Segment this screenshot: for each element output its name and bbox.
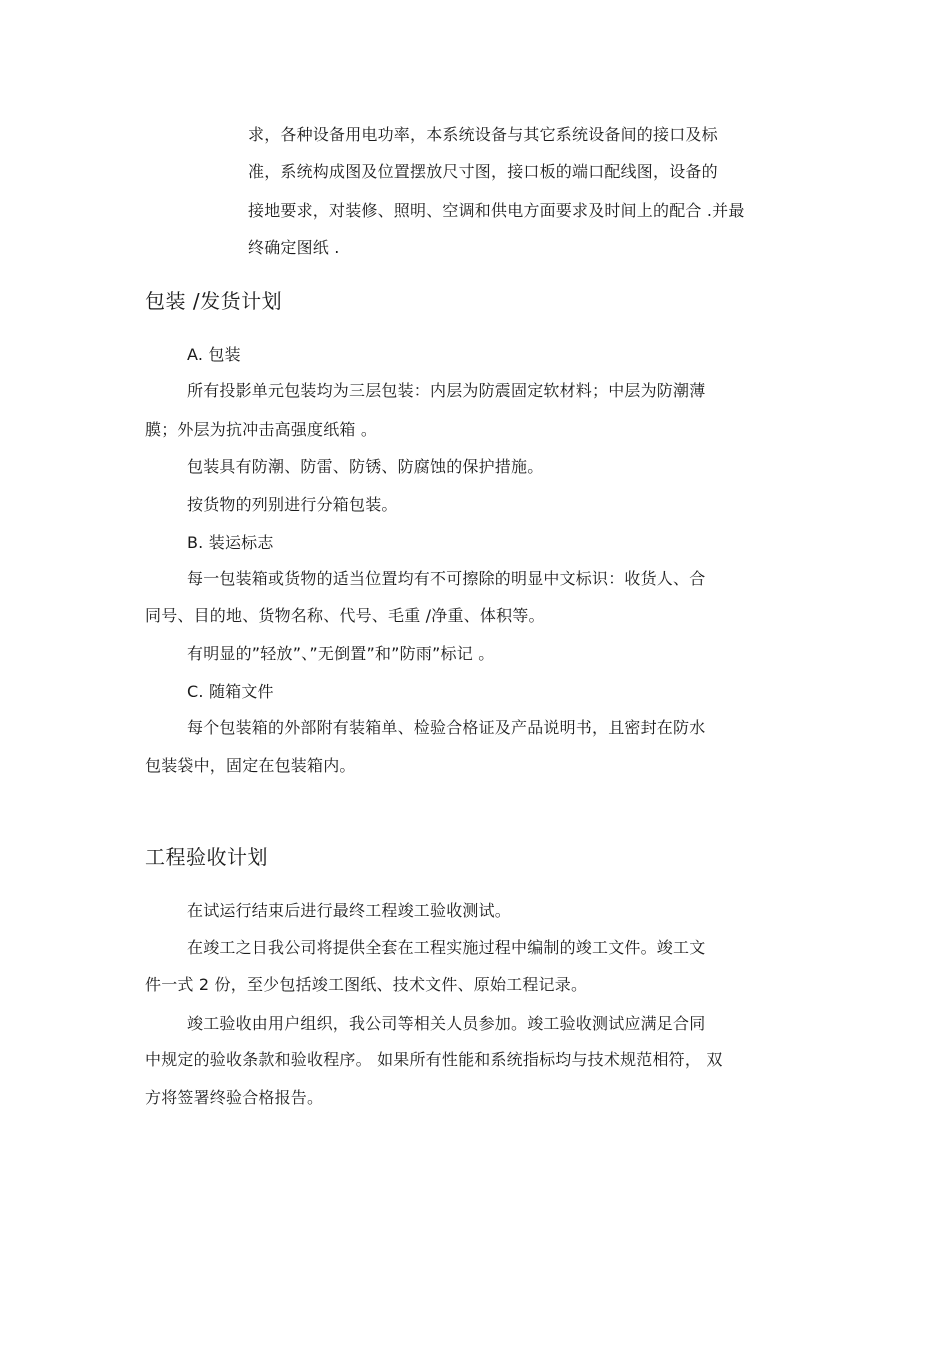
packaging-a-paragraph-2: 包装具有防潮、防雷、防锈、防腐蚀的保护措施。 (187, 457, 544, 476)
acceptance-heading: 工程验收计划 (145, 845, 268, 869)
packaging-a-paragraph-line-1: 所有投影单元包装均为三层包装：内层为防震固定软材料；中层为防潮薄 (187, 381, 706, 400)
acceptance-paragraph-3-line-1: 竣工验收由用户组织，我公司等相关人员参加。竣工验收测试应满足合同 (187, 1014, 706, 1033)
packaging-heading: 包装 /发货计划 (145, 289, 283, 313)
intro-line-1: 求，各种设备用电功率，本系统设备与其它系统设备间的接口及标 (248, 125, 718, 144)
packaging-a-title: A. 包装 (187, 345, 241, 364)
packaging-c-paragraph-line-2: 包装袋中，固定在包装箱内。 (145, 756, 356, 775)
acceptance-paragraph-3-line-3: 方将签署终验合格报告。 (145, 1088, 324, 1107)
intro-line-3: 接地要求，对装修、照明、空调和供电方面要求及时间上的配合 .并最 (248, 201, 745, 220)
acceptance-paragraph-2-line-1: 在竣工之日我公司将提供全套在工程实施过程中编制的竣工文件。竣工文 (187, 938, 706, 957)
packaging-b-paragraph-line-2: 同号、目的地、货物名称、代号、毛重 /净重、体积等。 (145, 606, 545, 625)
packaging-a-paragraph-3: 按货物的列别进行分箱包装。 (187, 495, 398, 514)
acceptance-paragraph-1: 在试运行结束后进行最终工程竣工验收测试。 (187, 901, 512, 920)
intro-line-4: 终确定图纸 . (248, 238, 340, 257)
intro-line-2: 准，系统构成图及位置摆放尺寸图，接口板的端口配线图，设备的 (248, 162, 718, 181)
packaging-c-title: C. 随箱文件 (187, 682, 274, 701)
packaging-a-paragraph-line-2: 膜；外层为抗冲击高强度纸箱 。 (145, 420, 378, 439)
packaging-c-paragraph-line-1: 每个包装箱的外部附有装箱单、检验合格证及产品说明书，且密封在防水 (187, 718, 706, 737)
packaging-b-paragraph-line-1: 每一包装箱或货物的适当位置均有不可擦除的明显中文标识：收货人、合 (187, 569, 706, 588)
packaging-b-paragraph-2: 有明显的”轻放”、”无倒置”和”防雨”标记 。 (187, 644, 495, 663)
acceptance-paragraph-3-line-2: 中规定的验收条款和验收程序。 如果所有性能和系统指标均与技术规范相符， 双 (145, 1050, 723, 1069)
acceptance-paragraph-2-line-2: 件一式 2 份，至少包括竣工图纸、技术文件、原始工程记录。 (145, 975, 588, 994)
packaging-b-title: B. 装运标志 (187, 533, 274, 552)
